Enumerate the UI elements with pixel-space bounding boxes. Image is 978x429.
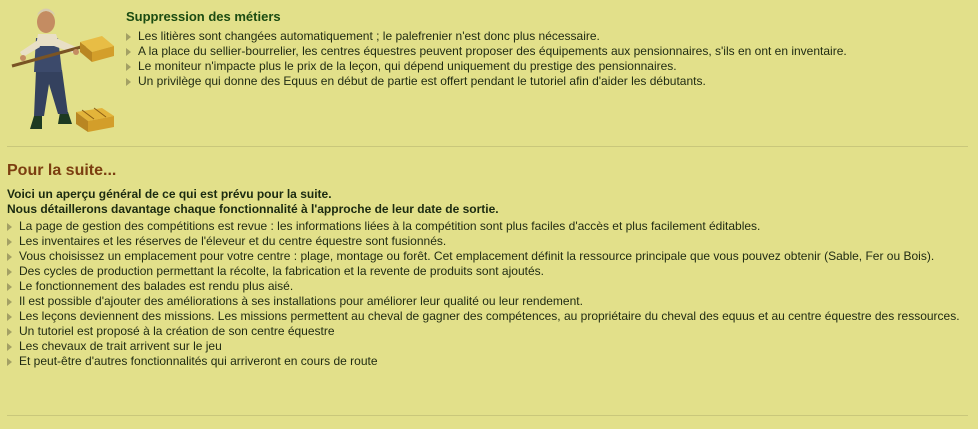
list-item: Un privilège qui donne des Equus en début de partie est offert pendant le tutoriel afin d'aider les débutants. bbox=[126, 74, 966, 89]
list-item: Les leçons deviennent des missions. Les missions permettent au cheval de gagner des compétences, au propriétaire du cheval des equus et au centre équestre des ressources. bbox=[7, 309, 967, 324]
bullet-arrow-icon bbox=[7, 223, 12, 231]
list-item: Il est possible d'ajouter des améliorations à ses installations pour améliorer leur qualité ou leur rendement. bbox=[7, 294, 967, 309]
list-item: A la place du sellier-bourrelier, les centres équestres peuvent proposer des équipements aux pensionnaires, s'ils en ont en inventaire. bbox=[126, 44, 966, 59]
bullet-arrow-icon bbox=[7, 358, 12, 366]
bullet-arrow-icon bbox=[126, 48, 131, 56]
list-item: Un tutoriel est proposé à la création de son centre équestre bbox=[7, 324, 967, 339]
list-item: La page de gestion des compétitions est revue : les informations liées à la compétition sont plus faciles d'accès et plus facilement éditables. bbox=[7, 219, 967, 234]
bullet-arrow-icon bbox=[7, 268, 12, 276]
list-item: Les inventaires et les réserves de l'éleveur et du centre équestre sont fusionnés. bbox=[7, 234, 967, 249]
metiers-title: Suppression des métiers bbox=[126, 9, 281, 24]
bullet-arrow-icon bbox=[7, 283, 12, 291]
stable-hand-with-pitchfork-and-hay-icon bbox=[6, 4, 118, 132]
bullet-arrow-icon bbox=[7, 328, 12, 336]
metiers-section bbox=[0, 0, 978, 140]
bullet-arrow-icon bbox=[7, 313, 12, 321]
bullet-arrow-icon bbox=[7, 298, 12, 306]
bullet-arrow-icon bbox=[126, 63, 131, 71]
suite-list bbox=[7, 219, 967, 369]
list-item: Vous choisissez un emplacement pour votre centre : plage, montage ou forêt. Cet emplacement définit la ressource principale que vous pouvez obtenir (Sable, Fer ou Bois). bbox=[7, 249, 967, 264]
suite-title: Pour la suite... bbox=[7, 162, 117, 179]
suite-section bbox=[7, 162, 967, 369]
suite-intro-line-2: Nous détaillerons davantage chaque fonctionnalité à l'approche de leur date de sortie. bbox=[7, 202, 499, 216]
metiers-content bbox=[126, 9, 966, 89]
hay-bale-fork bbox=[80, 36, 114, 62]
list-item: Le fonctionnement des balades est rendu plus aisé. bbox=[7, 279, 967, 294]
list-item: Le moniteur n'impacte plus le prix de la leçon, qui dépend uniquement du prestige des pensionnaires. bbox=[126, 59, 966, 74]
metiers-list bbox=[126, 29, 966, 89]
bullet-arrow-icon bbox=[7, 238, 12, 246]
list-item: Les litières sont changées automatiquement ; le palefrenier n'est donc plus nécessaire. bbox=[126, 29, 966, 44]
bullet-arrow-icon bbox=[7, 343, 12, 351]
list-item: Des cycles de production permettant la récolte, la fabrication et la revente de produits sont ajoutés. bbox=[7, 264, 967, 279]
bullet-arrow-icon bbox=[126, 78, 131, 86]
hay-bale-ground bbox=[76, 108, 114, 132]
suite-intro-line-1: Voici un aperçu général de ce qui est prévu pour la suite. bbox=[7, 187, 332, 201]
list-item: Et peut-être d'autres fonctionnalités qui arriveront en cours de route bbox=[7, 354, 967, 369]
bullet-arrow-icon bbox=[7, 253, 12, 261]
list-item: Les chevaux de trait arrivent sur le jeu bbox=[7, 339, 967, 354]
bullet-arrow-icon bbox=[126, 33, 131, 41]
section-divider-bottom bbox=[7, 415, 968, 416]
section-divider bbox=[7, 146, 968, 147]
